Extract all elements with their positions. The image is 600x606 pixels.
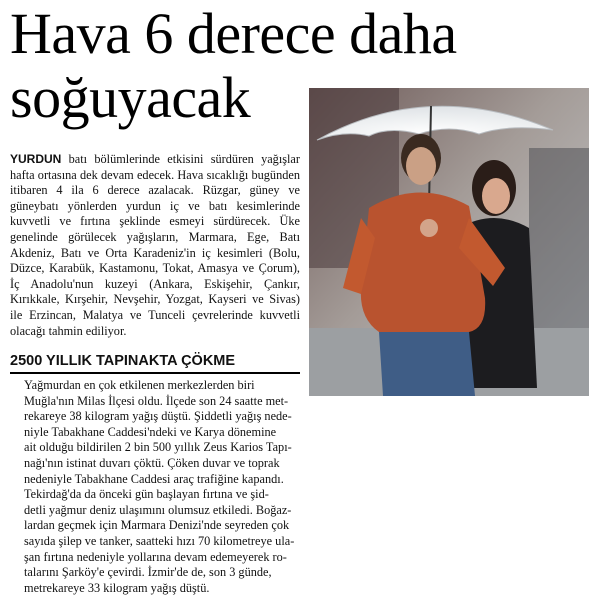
subheading: 2500 YILLIK TAPINAKTA ÇÖKME bbox=[10, 352, 300, 374]
text-line: sayıda şilep ve tanker, saatteki hızı 70 kilometreye ula- bbox=[24, 533, 295, 548]
lead-kicker: YURDUN bbox=[10, 152, 62, 166]
text-line: nedeniyle Tabakhane Caddesi araç trafiğine kapandı. bbox=[24, 471, 284, 486]
paragraph-milas bbox=[10, 378, 590, 487]
text-line: Yağmurdan en çok etkilenen merkezlerden biri bbox=[24, 378, 255, 392]
text-line: lardan geçmek için Marmara Denizi'nde seyreden çok bbox=[24, 518, 290, 533]
lead-paragraph bbox=[10, 152, 300, 339]
headline: Hava 6 derece daha soğuyacak bbox=[10, 1, 457, 130]
text-line: metrekareye 33 kilogram yağış düştü. bbox=[24, 580, 210, 595]
couple-under-umbrella-photo bbox=[309, 88, 589, 396]
text-line: Tekirdağ'da da önceki gün başlayan fırtına ve şid- bbox=[24, 487, 269, 502]
text-line: niyle Tabakhane Caddesi'ndeki ve Karya dönemine bbox=[24, 424, 277, 439]
text-line: talarını Şarköy'e çevirdi. İzmir'de de, son 3 günde, bbox=[24, 565, 272, 580]
text-line: Muğla'nın Milas İlçesi oldu. İlçede son 24 saatte met- bbox=[24, 393, 289, 408]
text-line: ait olduğu bildirilen 2 bin 500 yıllık Zeus Karios Tapı- bbox=[24, 440, 292, 455]
photo-illustration bbox=[309, 88, 589, 396]
text-line: şan fırtına nedeniyle yollarına devam edemeyerek ro- bbox=[24, 549, 287, 564]
paragraph-tekirdag bbox=[10, 487, 590, 596]
article-body bbox=[10, 378, 590, 596]
text-line: detli yağmur deniz ulaşımını olumsuz etkiledi. Boğaz- bbox=[24, 502, 292, 517]
lead-text: batı bölümlerinde etkisini sürdüren yağışlar hafta ortasına dek devam edecek. Hava sıcaklığı bugünden itibaren 4 ila 6 derece azalacak. Rüzgar, güney ve güneybatı yönlerden yurdun iç ve batı kesimlerinde kuvvetli ve fırtına şeklinde esmeyi sürdürecek. Üke genelinde görülecek yağışların, Marmara, Ege, Batı Akdeniz, Batı ve Orta Karadeniz'in iç kesimleri (Bolu, Düzce, Karabük, Kastamonu, Tokat, Amasya ve Çorum), İç Anadolu'nun kuzeyi (Ankara, Eskişehir, Çankır, Kırıkkale, Kırşehir, Nevşehir, Yozgat, Kayseri ve Sivas) ile Erzincan, Malatya ve Tunceli çevrelerinde kuvvetli olacağı tahmin ediliyor. bbox=[10, 152, 300, 338]
text-line: rekareye 38 kilogram yağış düştü. Şiddetli yağış nede- bbox=[24, 409, 292, 424]
text-line: nağı'nın istinat duvarı çöktü. Çöken duvar ve toprak bbox=[24, 455, 280, 470]
